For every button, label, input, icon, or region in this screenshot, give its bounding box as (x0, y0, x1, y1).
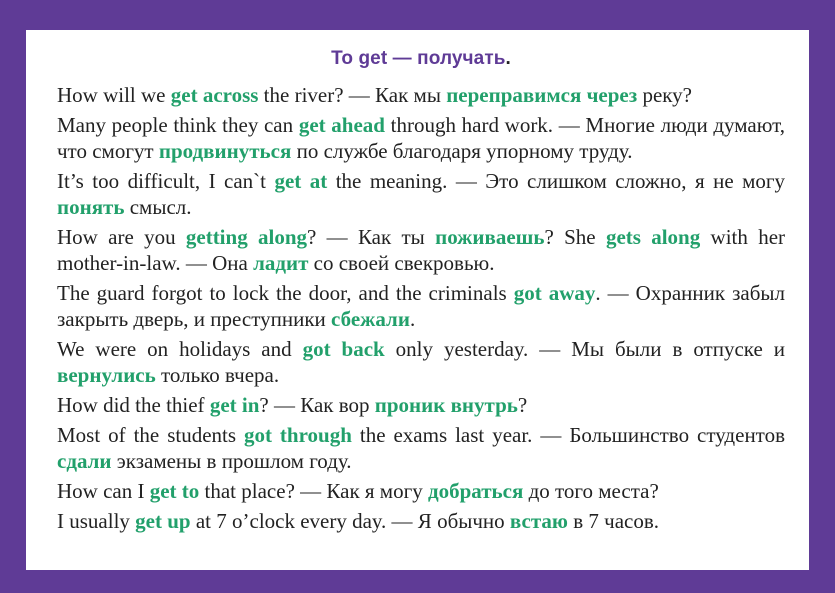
sentence-text: до того места? (523, 479, 659, 503)
sentence-text: ? — Как ты (307, 225, 436, 249)
sentence-text: реку? (637, 83, 692, 107)
highlighted-phrase: понять (57, 195, 125, 219)
highlighted-phrase: getting along (185, 225, 308, 249)
sentence-text: It’s too difficult, I can`t (57, 169, 275, 193)
sentence-text: I usually (57, 509, 136, 533)
card-title-period: . (505, 48, 511, 69)
highlighted-phrase: got back (302, 337, 385, 361)
sentence-text: . — Охранник забыл закрыть дверь, и преступники (57, 281, 785, 331)
vocabulary-card (26, 30, 809, 570)
sentence-text: в 7 часов. (567, 509, 660, 533)
highlighted-phrase: переправимся через (446, 83, 638, 107)
sentence-text: at 7 o’clock every day. — Я обычно (190, 509, 510, 533)
sentence-text: the exams last year. — Большинство студентов (351, 423, 785, 447)
example-sentence (57, 336, 785, 388)
sentence-text: that place? — Как я могу (199, 479, 428, 503)
card-title-text: To get — получать (331, 48, 506, 69)
example-sentence (57, 168, 785, 220)
highlighted-phrase: добраться (427, 479, 524, 503)
sentence-text: We were on holidays and (57, 337, 303, 361)
sentence-text: ? She (544, 225, 606, 249)
sentence-text: Most of the students (57, 423, 244, 447)
sentence-text: the meaning. — Это слишком сложно, я не могу (327, 169, 786, 193)
sentence-text: экзамены в прошлом году. (111, 449, 352, 473)
sentence-text: How can I (57, 479, 150, 503)
highlighted-phrase: gets along (605, 225, 701, 249)
example-sentence (57, 478, 785, 504)
example-sentence (57, 82, 785, 108)
sentence-text: The guard forgot to lock the door, and the criminals (57, 281, 514, 305)
sentence-text: How will we (57, 83, 171, 107)
sentence-text: со своей свекровью. (308, 251, 495, 275)
sentence-text: through hard work. — Многие люди думают, что смогут (57, 113, 785, 163)
sentence-text: Many people think they can (57, 113, 299, 137)
sentence-text: only yesterday. — Мы были в отпуске и (384, 337, 785, 361)
sentence-text: ? (517, 393, 528, 417)
highlighted-phrase: get in (209, 393, 260, 417)
highlighted-phrase: got away (513, 281, 596, 305)
example-sentence (57, 224, 785, 276)
sentence-text: только вчера. (155, 363, 280, 387)
highlighted-phrase: got through (243, 423, 352, 447)
example-sentence (57, 392, 785, 418)
sentence-text: смысл. (124, 195, 192, 219)
example-sentence (57, 112, 785, 164)
highlighted-phrase: get across (170, 83, 259, 107)
sentence-text: . (409, 307, 416, 331)
example-sentence (57, 280, 785, 332)
sentence-text: How are you (57, 225, 186, 249)
sentence-text: How did the thief (57, 393, 210, 417)
highlighted-phrase: get to (149, 479, 200, 503)
highlighted-phrase: сдали (57, 449, 112, 473)
highlighted-phrase: ладит (253, 251, 309, 275)
sentence-text: with her mother-in-law. — Она (57, 225, 786, 275)
highlighted-phrase: get ahead (298, 113, 385, 137)
example-sentence (57, 508, 785, 534)
sentence-text: ? — Как вор (259, 393, 375, 417)
highlighted-phrase: вернулись (57, 363, 156, 387)
highlighted-phrase: get up (135, 509, 191, 533)
sentence-text: the river? — Как мы (258, 83, 447, 107)
sentence-text: по службе благодаря упорному труду. (291, 139, 633, 163)
card-title (57, 48, 785, 70)
example-sentence (57, 422, 785, 474)
example-list (57, 82, 785, 534)
highlighted-phrase: get at (274, 169, 328, 193)
highlighted-phrase: продвинуться (158, 139, 292, 163)
highlighted-phrase: проник внутрь (374, 393, 518, 417)
highlighted-phrase: встаю (509, 509, 568, 533)
highlighted-phrase: поживаешь (435, 225, 545, 249)
highlighted-phrase: сбежали (331, 307, 410, 331)
